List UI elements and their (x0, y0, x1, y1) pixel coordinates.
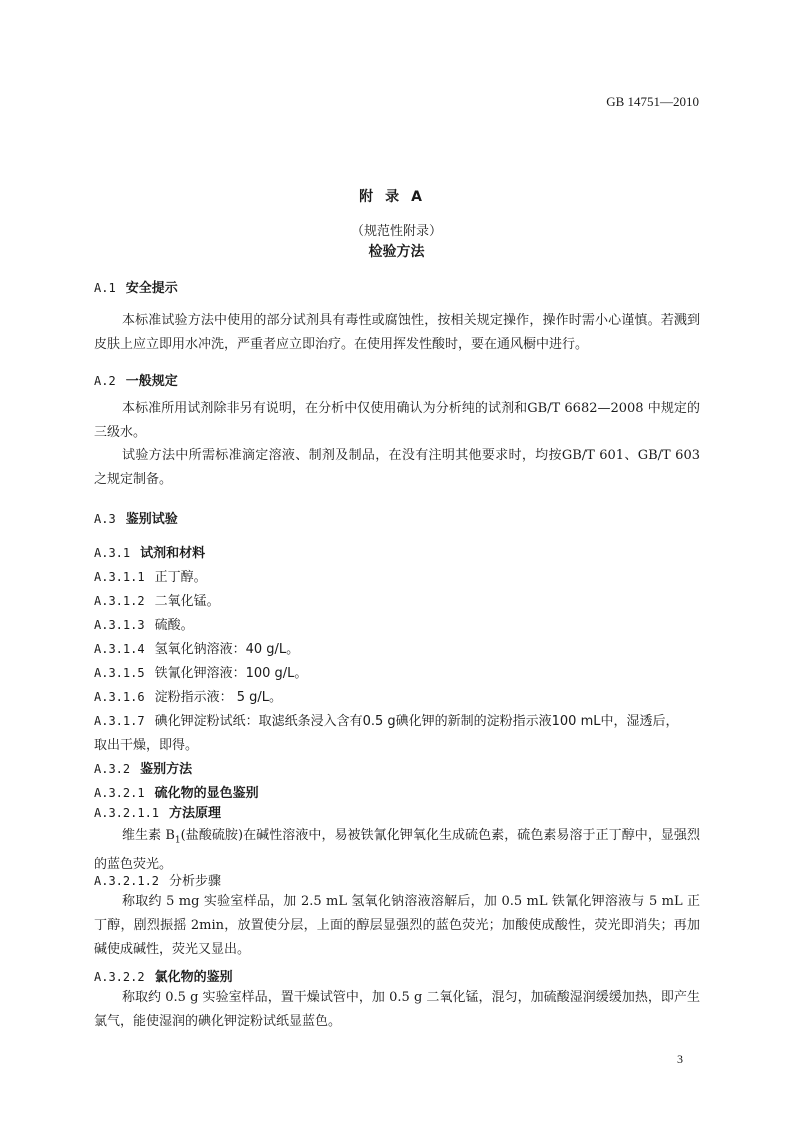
section-heading-a3211: A.3.2.1.1 方法原理 (94, 806, 222, 821)
paragraph-general-1: 本标准所用试剂除非另有说明，在分析中仅使用确认为分析纯的试剂和GB/T 6682—2008 中规定的三级水。 (94, 401, 700, 440)
list-item-a312: A.3.1.2 二氧化锰。 (94, 594, 220, 609)
paragraph-principle: 维生素 $B_1$(盐酸硫胺)在碱性溶液中，易被铁氰化钾氧化生成硫色素，硫色素易溶于正丁醇中，显强烈的蓝色荧光。 (94, 828, 700, 872)
appendix-normative: （规范性附录） (350, 224, 442, 239)
standard-number: GB 14751—2010 (606, 94, 699, 109)
paragraph-safety: 本标准试验方法中使用的部分试剂具有毒性或腐蚀性，按相关规定操作，操作时需小心谨慎。若溅到皮肤上应立即用水冲洗，严重者应立即治疗。在使用挥发性酸时，要在通风橱中进行。 (94, 313, 700, 352)
paragraph-chloride: 称取约 0.5 g 实验室样品，置干燥试管中，加 0.5 g 二氧化锰，混匀，加硫酸湿润缓缓加热，即产生氯气，能使湿润的碘化钾淀粉试纸显蓝色。 (94, 990, 700, 1029)
list-item-a317-continued: 取出干燥，即得。 (94, 738, 199, 753)
list-item-a314: A.3.1.4 氢氧化钠溶液：40 g/L。 (94, 642, 300, 657)
appendix-subtitle: 检验方法 (368, 244, 425, 260)
section-heading-a3: A.3 鉴别试验 (94, 512, 178, 527)
list-item-a317: A.3.1.7 碘化钾淀粉试纸：取滤纸条浸入含有0.5 g碘化钾的新制的淀粉指示液100 mL中，湿透后， (94, 714, 679, 729)
section-heading-a1: A.1 安全提示 (94, 281, 178, 296)
section-heading-a31: A.3.1 试剂和材料 (94, 546, 206, 561)
section-heading-a2: A.2 一般规定 (94, 374, 178, 389)
section-heading-a3212: A.3.2.1.2 分析步骤 (94, 874, 222, 889)
paragraph-procedure: 称取约 5 mg 实验室样品，加 2.5 mL 氢氧化钠溶液溶解后，加 0.5 mL 铁氰化钾溶液与 5 mL 正丁醇，剧烈振摇 2min，放置使分层，上面的醇层显强烈的蓝色荧光；加酸使成酸性，荧光即消失；再加碱使成碱性，荧光又显出。 (94, 894, 700, 957)
list-item-a313: A.3.1.3 硫酸。 (94, 618, 194, 633)
appendix-title: 附录A (359, 189, 434, 205)
section-heading-a32: A.3.2 鉴别方法 (94, 762, 193, 777)
list-item-a315: A.3.1.5 铁氰化钾溶液：100 g/L。 (94, 666, 308, 681)
list-item-a311: A.3.1.1 正丁醇。 (94, 570, 207, 585)
paragraph-general-2: 试验方法中所需标准滴定溶液、制剂及制品，在没有注明其他要求时，均按GB/T 601、GB/T 603之规定制备。 (94, 448, 700, 487)
page-number: 3 (677, 1052, 683, 1066)
section-heading-a322: A.3.2.2 氯化物的鉴别 (94, 970, 233, 985)
list-item-a316: A.3.1.6 淀粉指示液： 5 g/L。 (94, 690, 282, 705)
section-heading-a321: A.3.2.1 硫化物的显色鉴别 (94, 786, 259, 801)
